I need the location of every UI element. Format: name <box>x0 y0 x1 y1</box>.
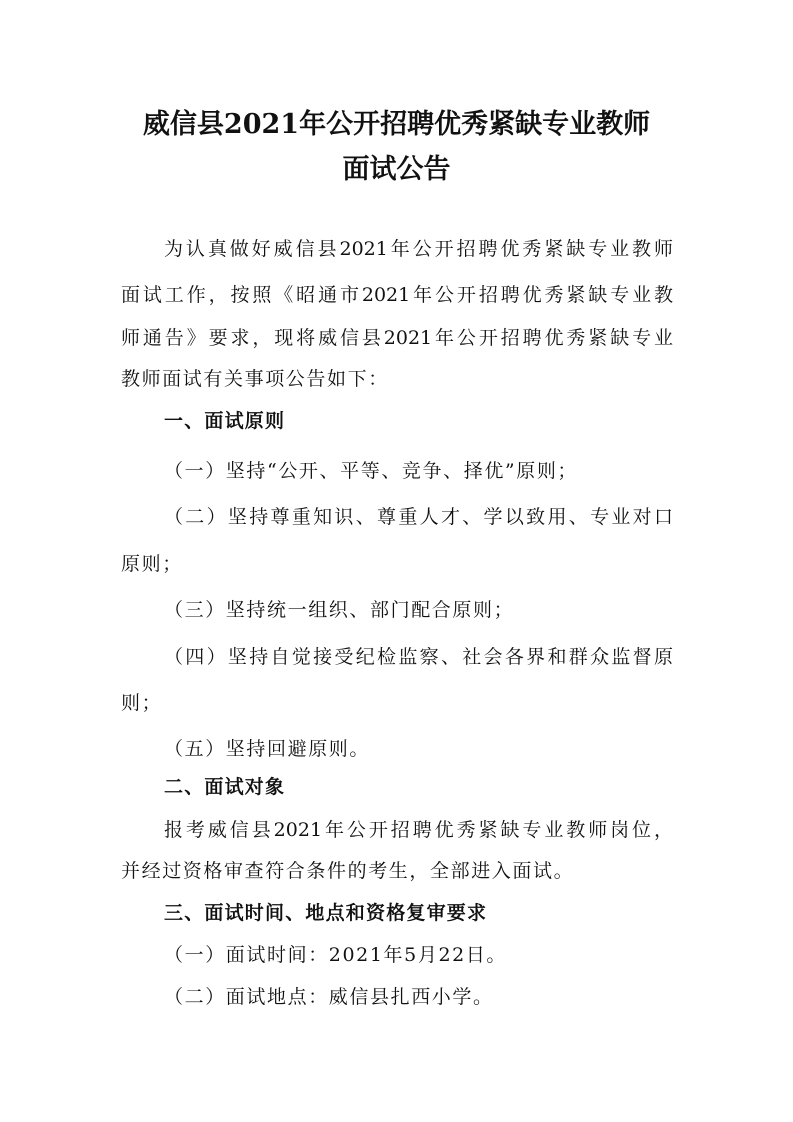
section-1-heading: 一、面试原则 <box>164 410 286 432</box>
section-1-item-2-cont: 原则； <box>121 553 183 575</box>
section-1-item-4-cont: 则； <box>121 692 163 714</box>
intro-paragraph-line-2: 面试工作，按照《昭通市2021年公开招聘优秀紧缺专业教 <box>121 284 673 306</box>
section-3-item-2: （二）面试地点：威信县扎西小学。 <box>164 986 494 1008</box>
document-title-line-2: 面试公告 <box>342 154 451 185</box>
intro-paragraph-line-1: 为认真做好威信县2021年公开招聘优秀紧缺专业教师 <box>164 238 673 260</box>
section-3-item-1: （一）面试时间：2021年5月22日。 <box>164 944 508 966</box>
document-title-line-1: 威信县2021年公开招聘优秀紧缺专业教师 <box>142 109 651 140</box>
section-2-line-2: 并经过资格审查符合条件的考生，全部进入面试。 <box>121 860 575 882</box>
section-1-item-1: （一）坚持“公开、平等、竞争、择优”原则； <box>164 460 579 482</box>
intro-paragraph-line-4: 教师面试有关事项公告如下： <box>121 368 389 390</box>
section-2-line-1: 报考威信县2021年公开招聘优秀紧缺专业教师岗位， <box>164 819 673 841</box>
section-1-item-5: （五）坚持回避原则。 <box>164 738 371 760</box>
section-2-heading: 二、面试对象 <box>164 776 286 798</box>
section-1-item-2: （二）坚持尊重知识、尊重人才、学以致用、专业对口 <box>164 506 673 528</box>
intro-paragraph-line-3: 师通告》要求，现将威信县2021年公开招聘优秀紧缺专业 <box>121 327 673 349</box>
section-3-heading: 三、面试时间、地点和资格复审要求 <box>164 902 488 924</box>
section-1-item-4: （四）坚持自觉接受纪检监察、社会各界和群众监督原 <box>164 646 673 668</box>
section-1-item-3: （三）坚持统一组织、部门配合原则； <box>164 599 515 621</box>
